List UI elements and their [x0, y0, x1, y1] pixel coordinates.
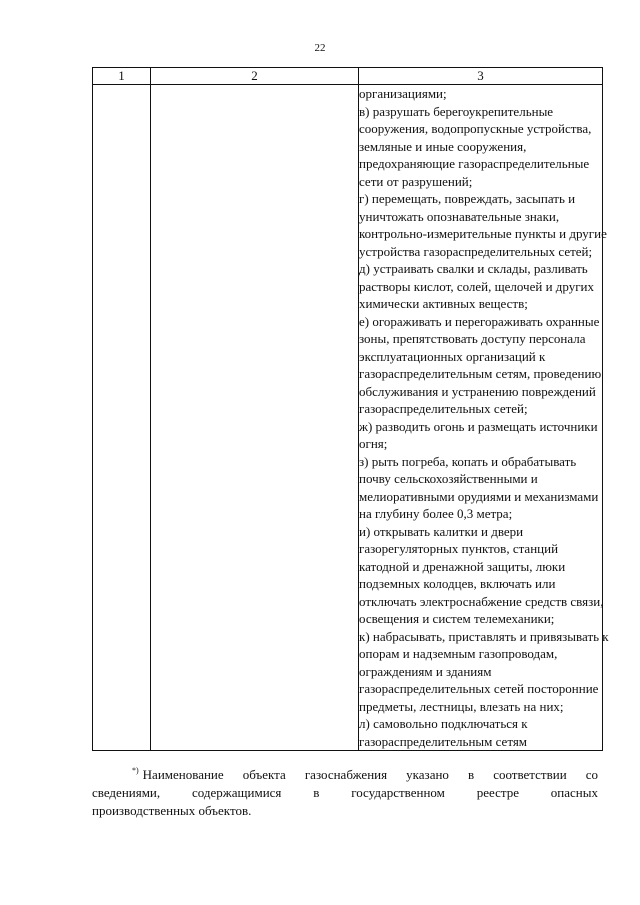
text-line: опорам и надземным газопроводам,	[359, 646, 558, 661]
text-line: уничтожать опознавательные знаки,	[359, 208, 560, 224]
text-line: эксплуатационных организаций к	[359, 348, 546, 364]
text-line: предохраняющие газораспределительные	[359, 156, 590, 171]
table-row	[93, 85, 603, 751]
requirements-table	[92, 67, 609, 751]
column-header-3: 3	[359, 68, 603, 85]
text-line: е) огораживать и перегораживать охранные	[359, 313, 600, 329]
text-line: подземных колодцев, включать или	[359, 576, 556, 591]
text-line: зоны, препятствовать доступу персонала	[359, 331, 586, 346]
footnote	[92, 762, 598, 820]
footnote-marker: *)	[132, 766, 139, 775]
table-cell-col2	[151, 85, 359, 751]
text-line: ж) разводить огонь и размещать источники	[359, 418, 598, 434]
table-cell-col3	[359, 85, 609, 751]
text-line: огня;	[359, 436, 388, 451]
text-line: обслуживания и устранению повреждений	[359, 383, 596, 399]
footnote-line-2: сведениями, содержащимися в государственном реестре опасных	[92, 785, 598, 800]
text-line: г) перемещать, повреждать, засыпать и	[359, 191, 576, 206]
text-line: д) устраивать свалки и склады, разливать	[359, 261, 588, 276]
text-line: к) набрасывать, приставлять и привязывать к	[359, 628, 609, 644]
text-line: л) самовольно подключаться к	[359, 716, 528, 731]
text-line: ограждениям и зданиям	[359, 663, 492, 679]
text-line: химически активных веществ;	[359, 296, 528, 311]
text-line: почву сельскохозяйственными и	[359, 471, 538, 486]
text-line: газораспределительным сетям, проведению	[359, 366, 602, 381]
text-line: контрольно-измерительные пункты и другие	[359, 226, 607, 241]
text-line: катодной и дренажной защиты, люки	[359, 558, 566, 574]
text-line: газорегуляторных пунктов, станций	[359, 541, 559, 556]
text-line: в) разрушать берегоукрепительные	[359, 103, 554, 119]
page-number: 22	[314, 42, 326, 54]
table-header-row	[93, 68, 603, 85]
text-line: и) открывать калитки и двери	[359, 523, 524, 539]
text-line: з) рыть погреба, копать и обрабатывать	[359, 453, 577, 469]
text-line: газораспределительным сетям	[359, 733, 528, 749]
footnote-line-1	[92, 762, 598, 784]
table-cell-col1	[93, 85, 151, 751]
column-header-1: 1	[93, 68, 151, 85]
text-line: растворы кислот, солей, щелочей и других	[359, 278, 595, 294]
footnote-line-3: производственных объектов.	[92, 803, 252, 818]
text-line: организациями;	[359, 86, 447, 101]
text-line: устройства газораспределительных сетей;	[359, 243, 593, 259]
text-line: предметы, лестницы, влезать на них;	[359, 698, 564, 714]
text-line: сети от разрушений;	[359, 173, 473, 189]
text-line: освещения и систем телемеханики;	[359, 611, 555, 626]
text-line: отключать электроснабжение средств связи,	[359, 593, 604, 609]
text-line: сооружения, водопропускные устройства,	[359, 121, 592, 136]
text-line: земляные и иные сооружения,	[359, 138, 527, 154]
footnote-text-1: Наименование объекта газоснабжения указано в соответствии со	[142, 767, 598, 782]
text-line: мелиоративными орудиями и механизмами	[359, 488, 599, 504]
text-line: на глубину более 0,3 метра;	[359, 506, 513, 521]
column-header-2: 2	[151, 68, 359, 85]
text-line: газораспределительных сетей посторонние	[359, 681, 599, 696]
text-line: газораспределительных сетей;	[359, 401, 528, 416]
